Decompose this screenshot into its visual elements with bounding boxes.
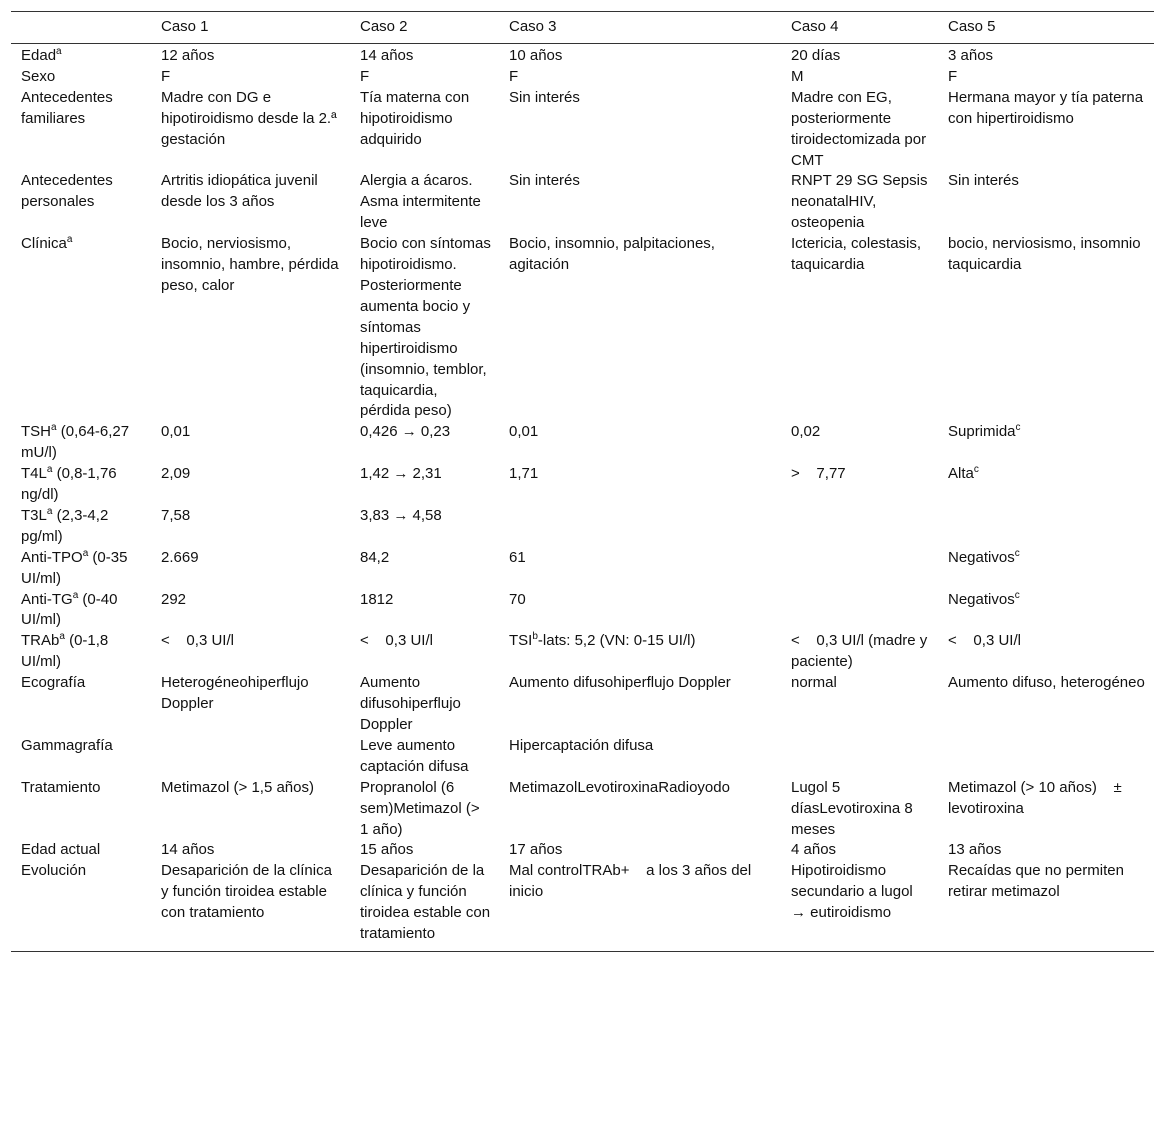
- table-cell: [151, 590, 350, 632]
- cell-text: Bocio con síntomas hipotiroidismo. Posteriormente aumenta bocio y síntomas hipertiroidismo (insomnio, temblor, taquicardia, pérdida peso): [360, 235, 496, 420]
- cell-text: Suprimida: [948, 423, 1016, 441]
- table-cell: [781, 840, 938, 861]
- table-cell: [151, 422, 350, 464]
- table-row: [11, 464, 1154, 506]
- table-cell: [350, 673, 499, 736]
- table-cell: [781, 631, 938, 673]
- table-row: [11, 840, 1154, 861]
- cell-text: 0,01: [509, 423, 539, 441]
- table-cell: [350, 861, 499, 951]
- table-cell: [151, 67, 350, 88]
- cell-text: Hipotiroidismo secundario a lugol → eutiroidismo: [791, 862, 917, 922]
- footnote-marker: a: [56, 46, 62, 57]
- footnote-marker: a: [46, 464, 53, 476]
- table-cell: [938, 422, 1154, 464]
- cell-text: F: [161, 67, 171, 85]
- cell-text: 13 años: [948, 841, 1002, 859]
- row-label-text: TSH: [21, 423, 51, 441]
- cell-text: Sin interés: [509, 172, 580, 190]
- cell-text: 2,09: [161, 465, 191, 483]
- table-row: [11, 44, 1154, 67]
- footnote-marker: a: [51, 422, 57, 434]
- table-row: [11, 631, 1154, 673]
- table-cell: [781, 506, 938, 548]
- table-cell: [938, 673, 1154, 736]
- cell-text: 0,01: [161, 423, 191, 441]
- row-label: [11, 234, 151, 422]
- reference-range: (2,3-4,2 pg/ml): [21, 506, 109, 545]
- table-cell: [350, 464, 499, 506]
- row-label: [11, 673, 151, 736]
- reference-range: (0-40 UI/ml): [21, 590, 118, 629]
- cell-text: Aumento difusohiperflujo Doppler: [509, 674, 731, 692]
- table-cell: [350, 234, 499, 422]
- cell-text: RNPT 29 SG Sepsis neonatalHIV, osteopenia: [791, 172, 932, 232]
- footnote-marker: a: [82, 547, 89, 559]
- footnote-marker: c: [973, 464, 979, 476]
- table-cell: [499, 840, 781, 861]
- table-cell: [151, 464, 350, 506]
- cell-text: 1,71: [509, 465, 539, 483]
- cell-text: 7,58: [161, 506, 191, 524]
- cell-text: Sin interés: [948, 172, 1019, 190]
- cell-text: 15 años: [360, 841, 414, 859]
- cell-text: > 7,77: [791, 465, 846, 483]
- table-cell: [781, 171, 938, 234]
- cell-text: Hermana mayor y tía paterna con hipertiroidismo: [948, 88, 1148, 127]
- table-cell: [938, 590, 1154, 632]
- row-label-text: Anti-TG: [21, 590, 73, 608]
- table-row: [11, 234, 1154, 422]
- cell-text: Bocio, nerviosismo, insomnio, hambre, pérdida peso, calor: [161, 235, 343, 294]
- table-cell: [781, 673, 938, 736]
- row-label-text: Evolución: [21, 862, 87, 880]
- table-cell: [151, 861, 350, 951]
- table-row: [11, 506, 1154, 548]
- row-label-text: T3L: [21, 506, 47, 524]
- cell-text: Aumento difuso, heterogéneo: [948, 674, 1145, 692]
- table-cell: [781, 464, 938, 506]
- table-cell: [938, 171, 1154, 234]
- footnote-marker: a: [59, 631, 65, 643]
- table-cell: [781, 590, 938, 632]
- table-cell: [781, 88, 938, 172]
- table-cell: [350, 590, 499, 632]
- row-label-text: Ecografía: [21, 674, 86, 692]
- table-cell: [938, 631, 1154, 673]
- table-cell: [151, 44, 350, 67]
- table-cell: [938, 548, 1154, 590]
- cell-text: 14 años: [360, 47, 414, 64]
- cell-text: 0,02: [791, 423, 821, 441]
- row-label: [11, 548, 151, 590]
- cell-text: F: [360, 67, 370, 85]
- table-row: [11, 422, 1154, 464]
- cell-text: Madre con EG, posteriormente tiroidectomizada por CMT: [791, 88, 931, 169]
- row-label-text: Edad: [21, 47, 57, 64]
- cell-text: 17 años: [509, 841, 563, 859]
- table-cell: [938, 67, 1154, 88]
- cell-text: 3,83 → 4,58: [360, 506, 442, 524]
- row-label: [11, 44, 151, 67]
- row-label: [11, 631, 151, 673]
- table-cell: [499, 88, 781, 172]
- table-cell: [781, 778, 938, 841]
- table-cell: [350, 548, 499, 590]
- table-cell: [151, 736, 350, 778]
- row-label-text: Tratamiento: [21, 778, 101, 796]
- cell-text: Negativos: [948, 548, 1015, 566]
- row-label: [11, 464, 151, 506]
- case-table: [11, 11, 1154, 952]
- cell-text: Mal controlTRAb+ a los 3 años del inicio: [509, 862, 756, 901]
- table-row: [11, 861, 1154, 951]
- row-label-text: Clínica: [21, 235, 67, 253]
- table-cell: [151, 234, 350, 422]
- table-cell: [938, 234, 1154, 422]
- cell-text: 10 años: [509, 47, 563, 64]
- table-cell: [151, 88, 350, 172]
- header-cell-caso-5: Caso 5: [938, 12, 1154, 44]
- table-row: [11, 171, 1154, 234]
- table-cell: [151, 840, 350, 861]
- table-cell: [151, 171, 350, 234]
- cell-text: 0,426 → 0,23: [360, 423, 451, 441]
- table-cell: [350, 44, 499, 67]
- cell-text: Heterogéneohiperflujo Doppler: [161, 674, 313, 713]
- footnote-marker: c: [1014, 547, 1020, 559]
- reference-range: (0,64-6,27 mU/l): [21, 423, 130, 462]
- table-cell: [151, 548, 350, 590]
- row-label-text: Gammagrafía: [21, 736, 113, 754]
- table-cell: [781, 422, 938, 464]
- cell-text: Aumento difusohiperflujo Doppler: [360, 674, 466, 733]
- table-cell: [938, 778, 1154, 841]
- row-label-text: Anti-TPO: [21, 548, 83, 566]
- table-body: [11, 44, 1154, 952]
- row-label: [11, 506, 151, 548]
- header-row: [11, 12, 1154, 44]
- table-row: [11, 590, 1154, 632]
- cell-text: Artritis idiopática juvenil desde los 3 años: [161, 172, 322, 211]
- cell-text: 70: [509, 590, 526, 608]
- cell-text: Bocio, insomnio, palpitaciones, agitación: [509, 235, 720, 274]
- cell-text: Ictericia, colestasis, taquicardia: [791, 235, 926, 274]
- table-cell: [499, 631, 781, 673]
- table-cell: [151, 506, 350, 548]
- footnote-marker: a: [72, 589, 79, 601]
- footnote-marker: c: [1015, 422, 1021, 434]
- table-cell: [350, 171, 499, 234]
- cell-text: Tía materna con hipotiroidismo adquirido: [360, 88, 474, 148]
- row-label: [11, 778, 151, 841]
- table-row: [11, 548, 1154, 590]
- cell-text: < 0,3 UI/l: [948, 632, 1021, 650]
- table-cell: [350, 631, 499, 673]
- header-cell-caso-1: Caso 1: [151, 12, 350, 44]
- cell-text: < 0,3 UI/l: [161, 632, 234, 650]
- footnote-marker: b: [532, 631, 538, 643]
- cell-text: F: [509, 67, 519, 85]
- row-label: [11, 840, 151, 861]
- cell-text: Alta: [948, 465, 974, 483]
- table-row: [11, 67, 1154, 88]
- table-cell: [781, 44, 938, 67]
- cell-text: Desaparición de la clínica y función tiroidea estable con tratamiento: [360, 862, 495, 943]
- table-cell: [499, 548, 781, 590]
- cell-text: Hipercaptación difusa: [509, 736, 654, 754]
- footnote-marker: c: [1014, 589, 1020, 601]
- reference-range: (0,8-1,76 ng/dl): [21, 465, 117, 504]
- cell-text: < 0,3 UI/l: [360, 632, 433, 650]
- table-row: [11, 88, 1154, 172]
- table-cell: [499, 590, 781, 632]
- row-label: [11, 88, 151, 172]
- table-cell: [350, 88, 499, 172]
- table-cell: [499, 171, 781, 234]
- row-label: [11, 422, 151, 464]
- cell-text: Leve aumento captación difusa: [360, 736, 469, 775]
- cell-text: Metimazol (> 1,5 años): [161, 778, 314, 796]
- table-cell: [499, 673, 781, 736]
- row-label-text: Sexo: [21, 67, 56, 85]
- cell-text: Alergia a ácaros. Asma intermitente leve: [360, 172, 486, 232]
- footnote-marker: a: [46, 505, 53, 517]
- cell-text: 3 años: [948, 47, 994, 64]
- cell-text: TSI: [509, 632, 533, 650]
- table-cell: [499, 464, 781, 506]
- table-cell: [350, 778, 499, 841]
- table-cell: [938, 506, 1154, 548]
- table-cell: [781, 234, 938, 422]
- table-cell: [938, 88, 1154, 172]
- row-label-text: TRAb: [21, 632, 60, 650]
- cell-text: 20 días: [791, 47, 841, 64]
- table-cell: [499, 422, 781, 464]
- cell-text: F: [948, 67, 958, 85]
- table-cell: [151, 631, 350, 673]
- cell-text: M: [791, 67, 804, 85]
- table-cell: [350, 736, 499, 778]
- header-cell-empty: [11, 12, 151, 44]
- table-cell: [938, 840, 1154, 861]
- table-cell: [499, 861, 781, 951]
- table-cell: [350, 840, 499, 861]
- cell-text: 292: [161, 590, 187, 608]
- table-cell: [499, 736, 781, 778]
- cell-text: normal: [791, 674, 837, 692]
- header-cell-caso-4: Caso 4: [781, 12, 938, 44]
- table-cell: [781, 67, 938, 88]
- header-cell-caso-3: Caso 3: [499, 12, 781, 44]
- table-cell: [781, 861, 938, 951]
- table-cell: [350, 422, 499, 464]
- row-label: [11, 171, 151, 234]
- reference-range: (0-35 UI/ml): [21, 548, 128, 587]
- table-cell: [938, 861, 1154, 951]
- table-cell: [499, 44, 781, 67]
- footnote-marker: a: [66, 234, 73, 246]
- table-cell: [499, 778, 781, 841]
- table-cell: [499, 234, 781, 422]
- row-label-text: Antecedentes familiares: [21, 88, 113, 127]
- cell-text: 61: [509, 548, 526, 566]
- cell-text: bocio, nerviosismo, insomnio taquicardia: [948, 235, 1145, 274]
- header-cell-caso-2: Caso 2: [350, 12, 499, 44]
- table-cell: [938, 44, 1154, 67]
- cell-text: Madre con DG e hipotiroidismo desde la 2.ª gestación: [161, 88, 341, 148]
- cell-text: Lugol 5 díasLevotiroxina 8 meses: [791, 778, 917, 838]
- table-row: [11, 673, 1154, 736]
- table-cell: [151, 778, 350, 841]
- table-cell: [781, 736, 938, 778]
- cell-text: MetimazolLevotiroxinaRadioyodo: [509, 778, 730, 796]
- row-label-text: Antecedentes personales: [21, 172, 113, 211]
- table-row: [11, 736, 1154, 778]
- row-label: [11, 590, 151, 632]
- cell-text: Propranolol (6 sem)Metimazol (> 1 año): [360, 778, 484, 838]
- cell-text-after: -lats: 5,2 (VN: 0-15 UI/l): [537, 632, 696, 650]
- table-row: [11, 778, 1154, 841]
- table-cell: [938, 464, 1154, 506]
- table-cell: [781, 548, 938, 590]
- row-label-text: Edad actual: [21, 841, 101, 859]
- cell-text: 14 años: [161, 841, 215, 859]
- row-label-text: T4L: [21, 465, 47, 483]
- row-label: [11, 861, 151, 951]
- table-cell: [151, 673, 350, 736]
- cell-text: < 0,3 UI/l (madre y paciente): [791, 632, 932, 671]
- cell-text: 1812: [360, 590, 394, 608]
- cell-text: Metimazol (> 10 años) ± levotiroxina: [948, 778, 1139, 817]
- cell-text: 4 años: [791, 841, 837, 859]
- cell-text: 12 años: [161, 47, 215, 64]
- table-cell: [350, 506, 499, 548]
- cell-text: Recaídas que no permiten retirar metimazol: [948, 862, 1129, 901]
- row-label: [11, 67, 151, 88]
- table-cell: [499, 506, 781, 548]
- cell-text: 84,2: [360, 548, 390, 566]
- cell-text: Sin interés: [509, 88, 580, 106]
- row-label: [11, 736, 151, 778]
- cell-text: Negativos: [948, 590, 1015, 608]
- cell-text: 1,42 → 2,31: [360, 465, 442, 483]
- table-cell: [350, 67, 499, 88]
- table-cell: [938, 736, 1154, 778]
- cell-text: 2.669: [161, 548, 199, 566]
- cell-text: Desaparición de la clínica y función tiroidea estable con tratamiento: [161, 862, 337, 922]
- table-cell: [499, 67, 781, 88]
- reference-range: (0-1,8 UI/ml): [21, 632, 109, 671]
